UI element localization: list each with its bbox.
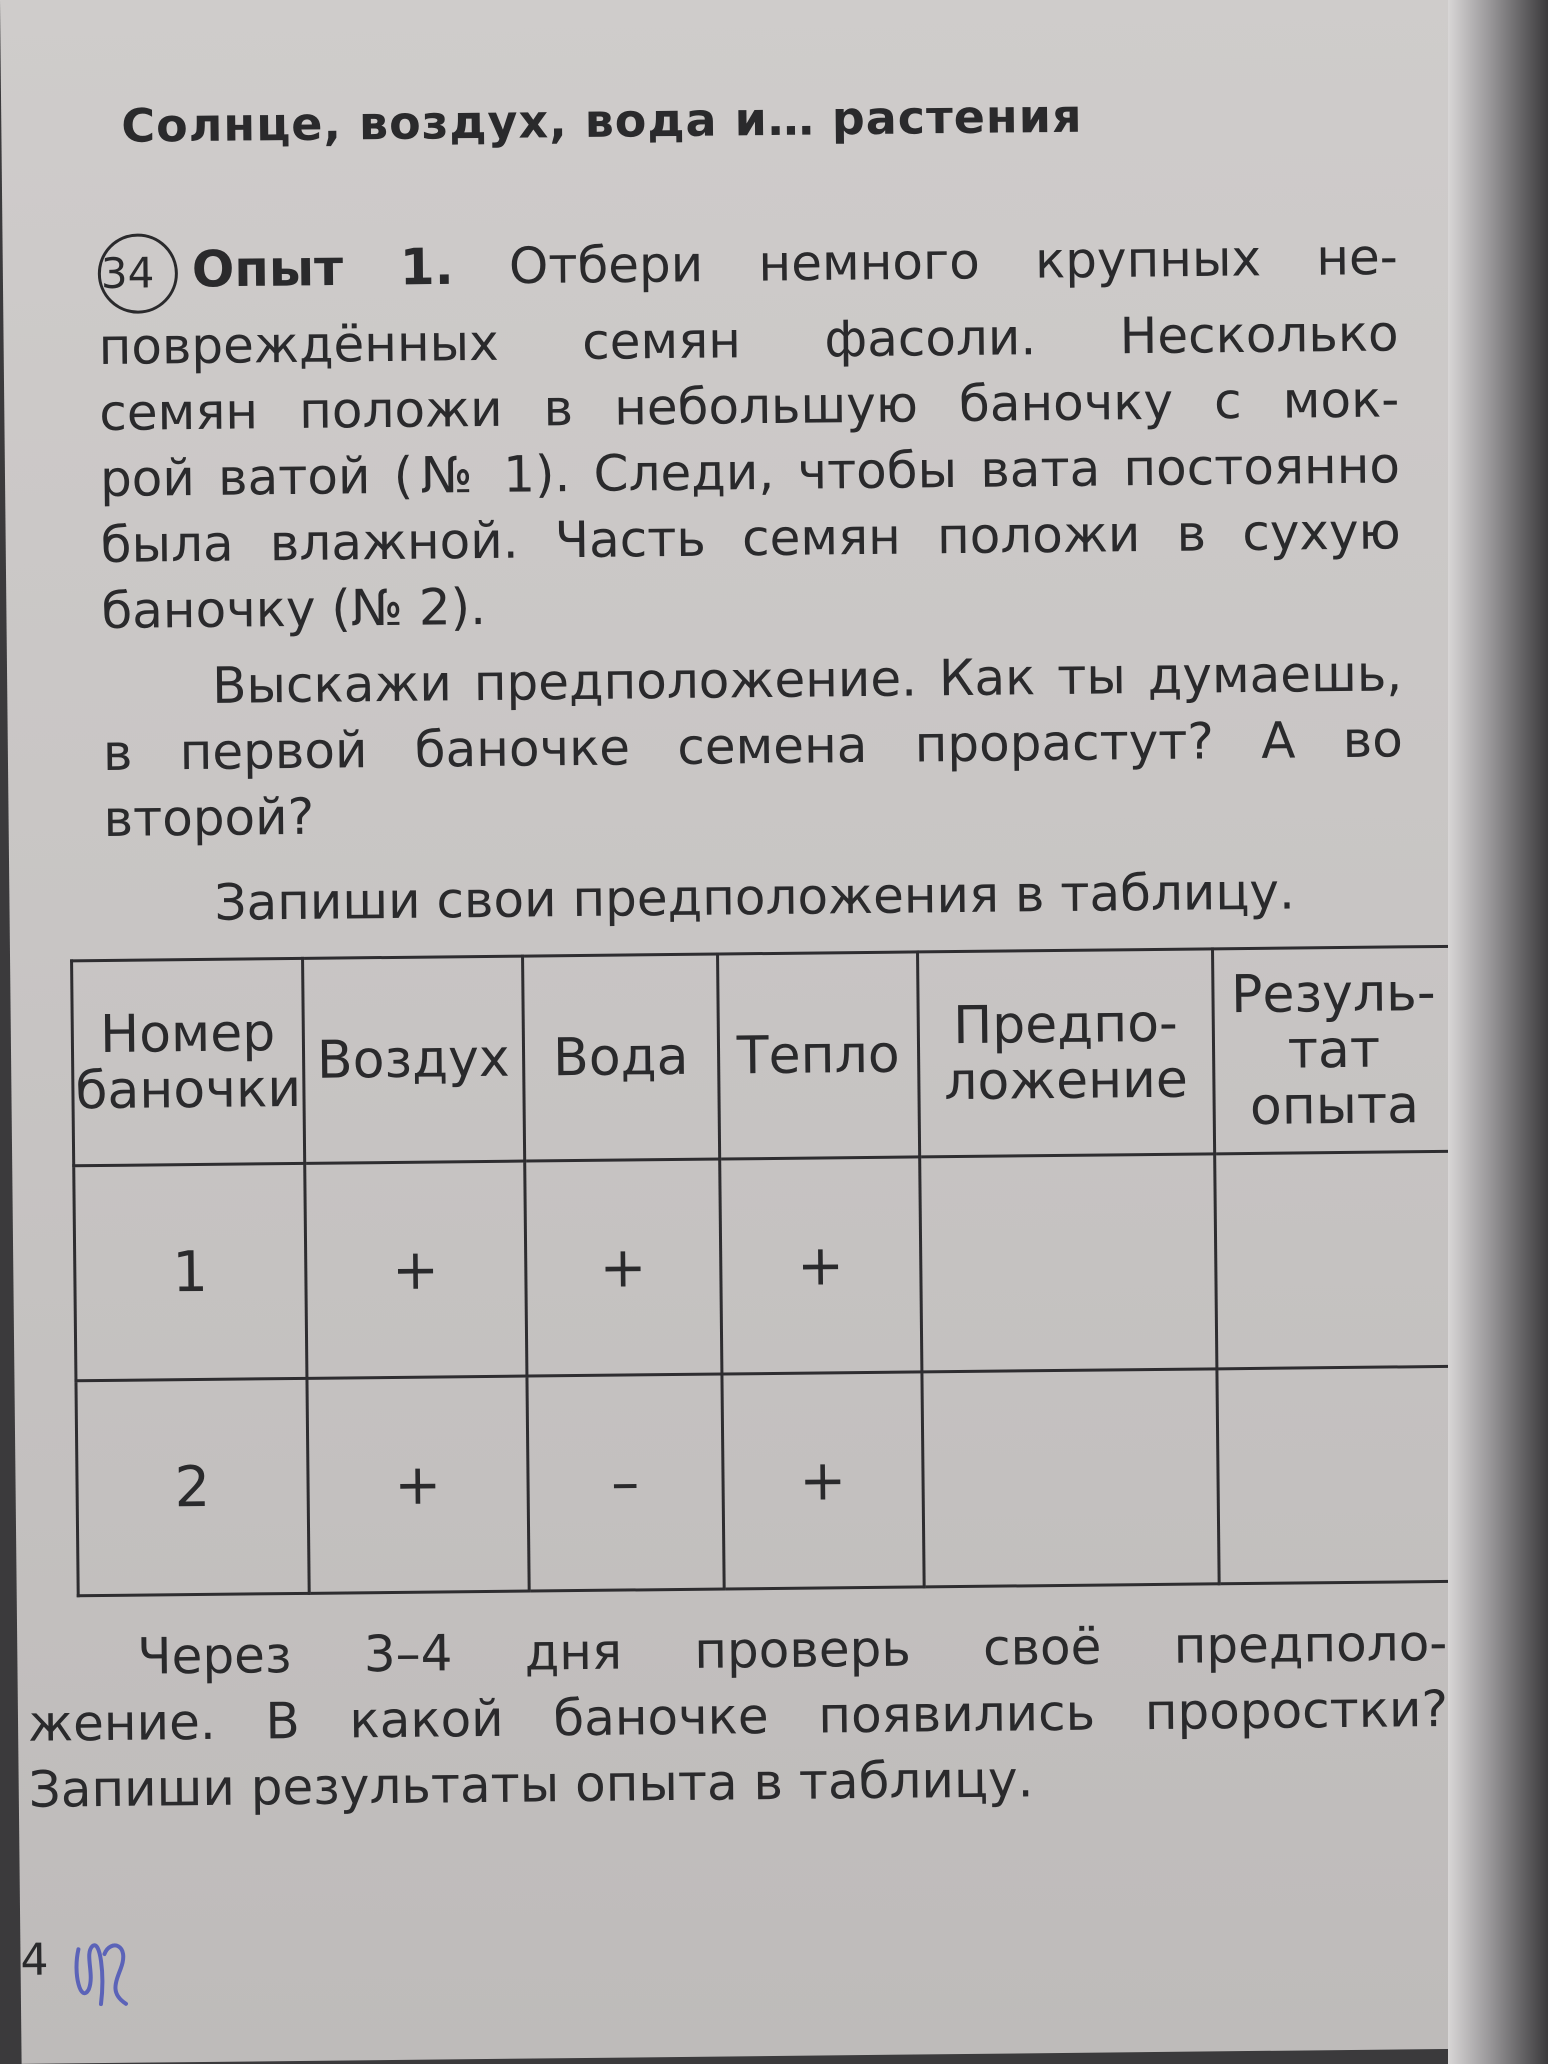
instruction-paragraph: [104, 857, 1405, 937]
cell-hypothesis[interactable]: [922, 1369, 1219, 1587]
task-line: [97, 220, 1398, 314]
question-line-text: Выскажи предположение. Как ты думаешь,: [211, 644, 1403, 715]
col-header-heat: Тепло: [717, 952, 919, 1159]
task-line: повреждённых семян фасоли. Несколько: [98, 304, 1399, 376]
cell-heat: +: [722, 1372, 924, 1589]
cell-water: +: [524, 1159, 721, 1376]
cell-hypothesis[interactable]: [919, 1154, 1216, 1372]
followup-line: жение. В какой баночке появились проростки?: [27, 1679, 1449, 1753]
col-header-jar-number: Номер баночки: [72, 958, 305, 1165]
followup-paragraph: [27, 1610, 1449, 1823]
task-paragraph: [97, 220, 1401, 644]
cell-water: –: [527, 1374, 724, 1591]
cell-heat: +: [719, 1157, 921, 1374]
col-header-result: Резуль-тат опыта: [1212, 946, 1455, 1154]
col-header-water: Вода: [522, 954, 719, 1161]
table-header-row: [72, 946, 1456, 1165]
task-line: семян положи в небольшую баночку с мок-: [99, 370, 1400, 442]
task-number-badge: 34: [97, 233, 178, 314]
experiment-label: Опыт 1.: [191, 237, 454, 299]
page-number: 4: [20, 1934, 49, 1986]
followup-line: Запиши результаты опыта в таблицу.: [28, 1750, 1034, 1819]
question-line: второй?: [103, 787, 315, 848]
col-header-air: Воздух: [302, 956, 524, 1163]
cell-jar-number: 2: [76, 1378, 309, 1595]
question-line: в первой баночке семена прорастут? А во: [102, 710, 1404, 782]
cell-result[interactable]: [1214, 1151, 1458, 1369]
cell-jar-number: 1: [74, 1163, 307, 1380]
table-row: [76, 1366, 1460, 1595]
handwritten-mark-icon: [70, 1934, 141, 2015]
task-line: была влажной. Часть семян положи в сухую: [100, 502, 1401, 574]
question-paragraph: [102, 640, 1404, 852]
cell-air: +: [304, 1161, 526, 1378]
table-row: [74, 1151, 1458, 1380]
task-line-text: Отбери немного крупных не-: [508, 227, 1399, 296]
task-line: рой ватой (№ 1). Следи, чтобы вата постоянно: [99, 436, 1401, 508]
col-header-hypothesis: Предпо-ложение: [917, 949, 1214, 1157]
followup-line-text: Через 3–4 дня проверь своё предполо-: [137, 1613, 1448, 1686]
experiment-table: [70, 945, 1462, 1597]
page-edge: [1448, 0, 1548, 2064]
page-header: Солнце, воздух, вода и… растения: [121, 88, 1083, 153]
cell-result[interactable]: [1217, 1366, 1461, 1584]
instruction-line: [104, 857, 1405, 937]
cell-air: +: [307, 1376, 529, 1593]
instruction-text: Запиши свои предположения в таблицу.: [214, 862, 1296, 932]
task-line: баночку (№ 2).: [101, 577, 487, 640]
